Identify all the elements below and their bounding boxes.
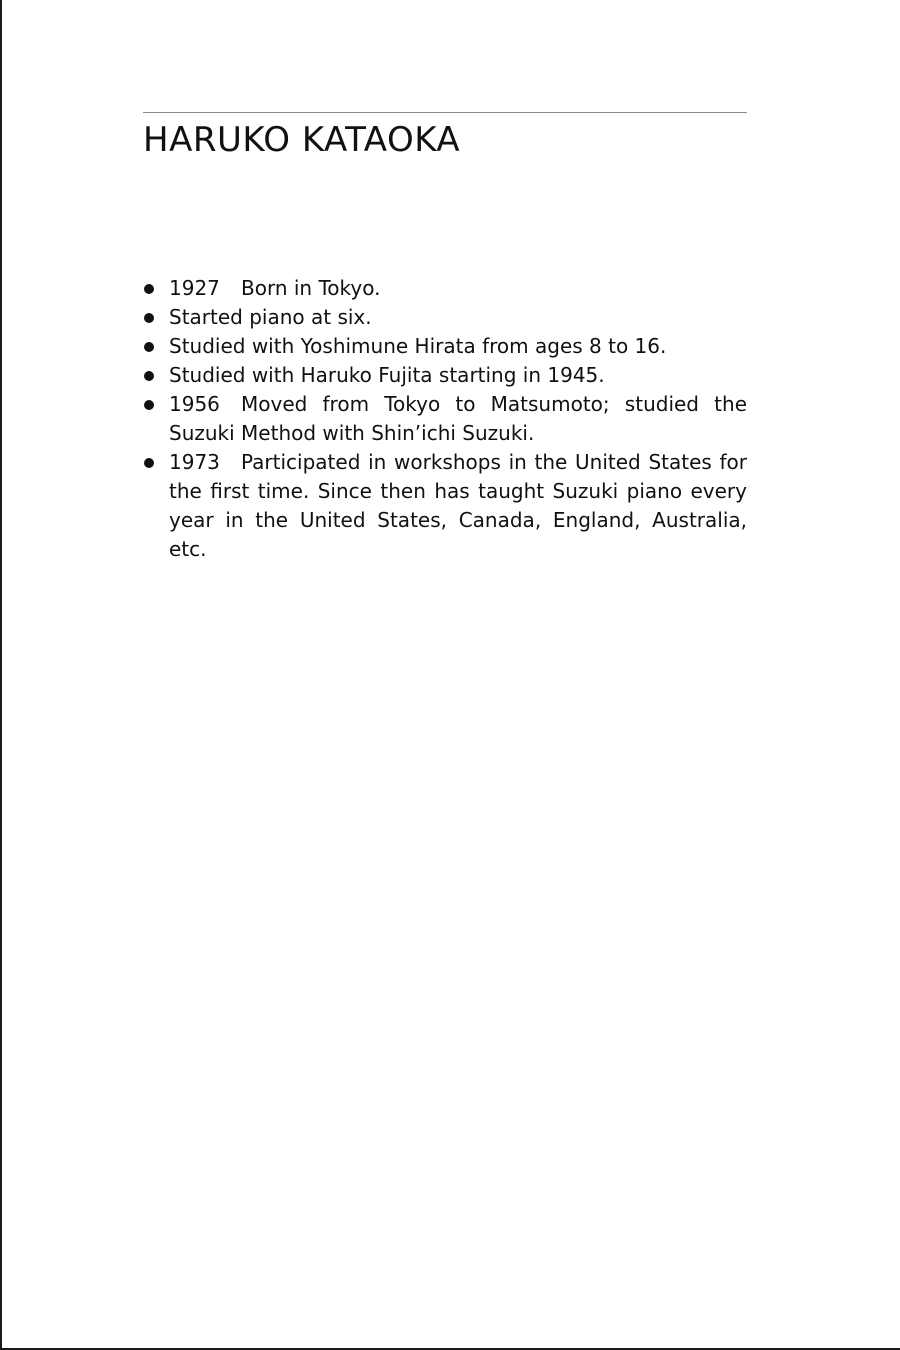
item-year: 1927 — [169, 276, 220, 300]
list-item — [143, 448, 747, 564]
list-item — [143, 390, 747, 448]
bullet-icon — [144, 342, 154, 352]
item-text: Started piano at six. — [169, 305, 372, 329]
list-item — [143, 361, 747, 390]
list-item — [143, 332, 747, 361]
item-year: 1956 — [169, 392, 220, 416]
bullet-icon — [144, 400, 154, 410]
item-text: Studied with Haruko Fujita starting in 1945. — [169, 363, 605, 387]
item-text: Born in Tokyo. — [241, 276, 381, 300]
page-left-border — [0, 0, 2, 1350]
item-text: Studied with Yoshimune Hirata from ages 8 to 16. — [169, 334, 667, 358]
list-item — [143, 303, 747, 332]
bullet-icon — [144, 458, 154, 468]
bullet-icon — [144, 313, 154, 323]
item-text: Participated in workshops in the United States for the first time. Since then has taught Suzuki piano every year in the United States, Canada, England, Australia, etc. — [169, 450, 747, 561]
item-year: 1973 — [169, 450, 220, 474]
bullet-icon — [144, 284, 154, 294]
item-text: Moved from Tokyo to Matsumoto; studied the Suzuki Method with Shin’ichi Suzuki. — [169, 392, 747, 445]
biography-list — [143, 274, 747, 564]
bullet-icon — [144, 371, 154, 381]
page-title: HARUKO KATAOKA — [143, 120, 461, 160]
header-rule — [143, 112, 747, 113]
list-item — [143, 274, 747, 303]
